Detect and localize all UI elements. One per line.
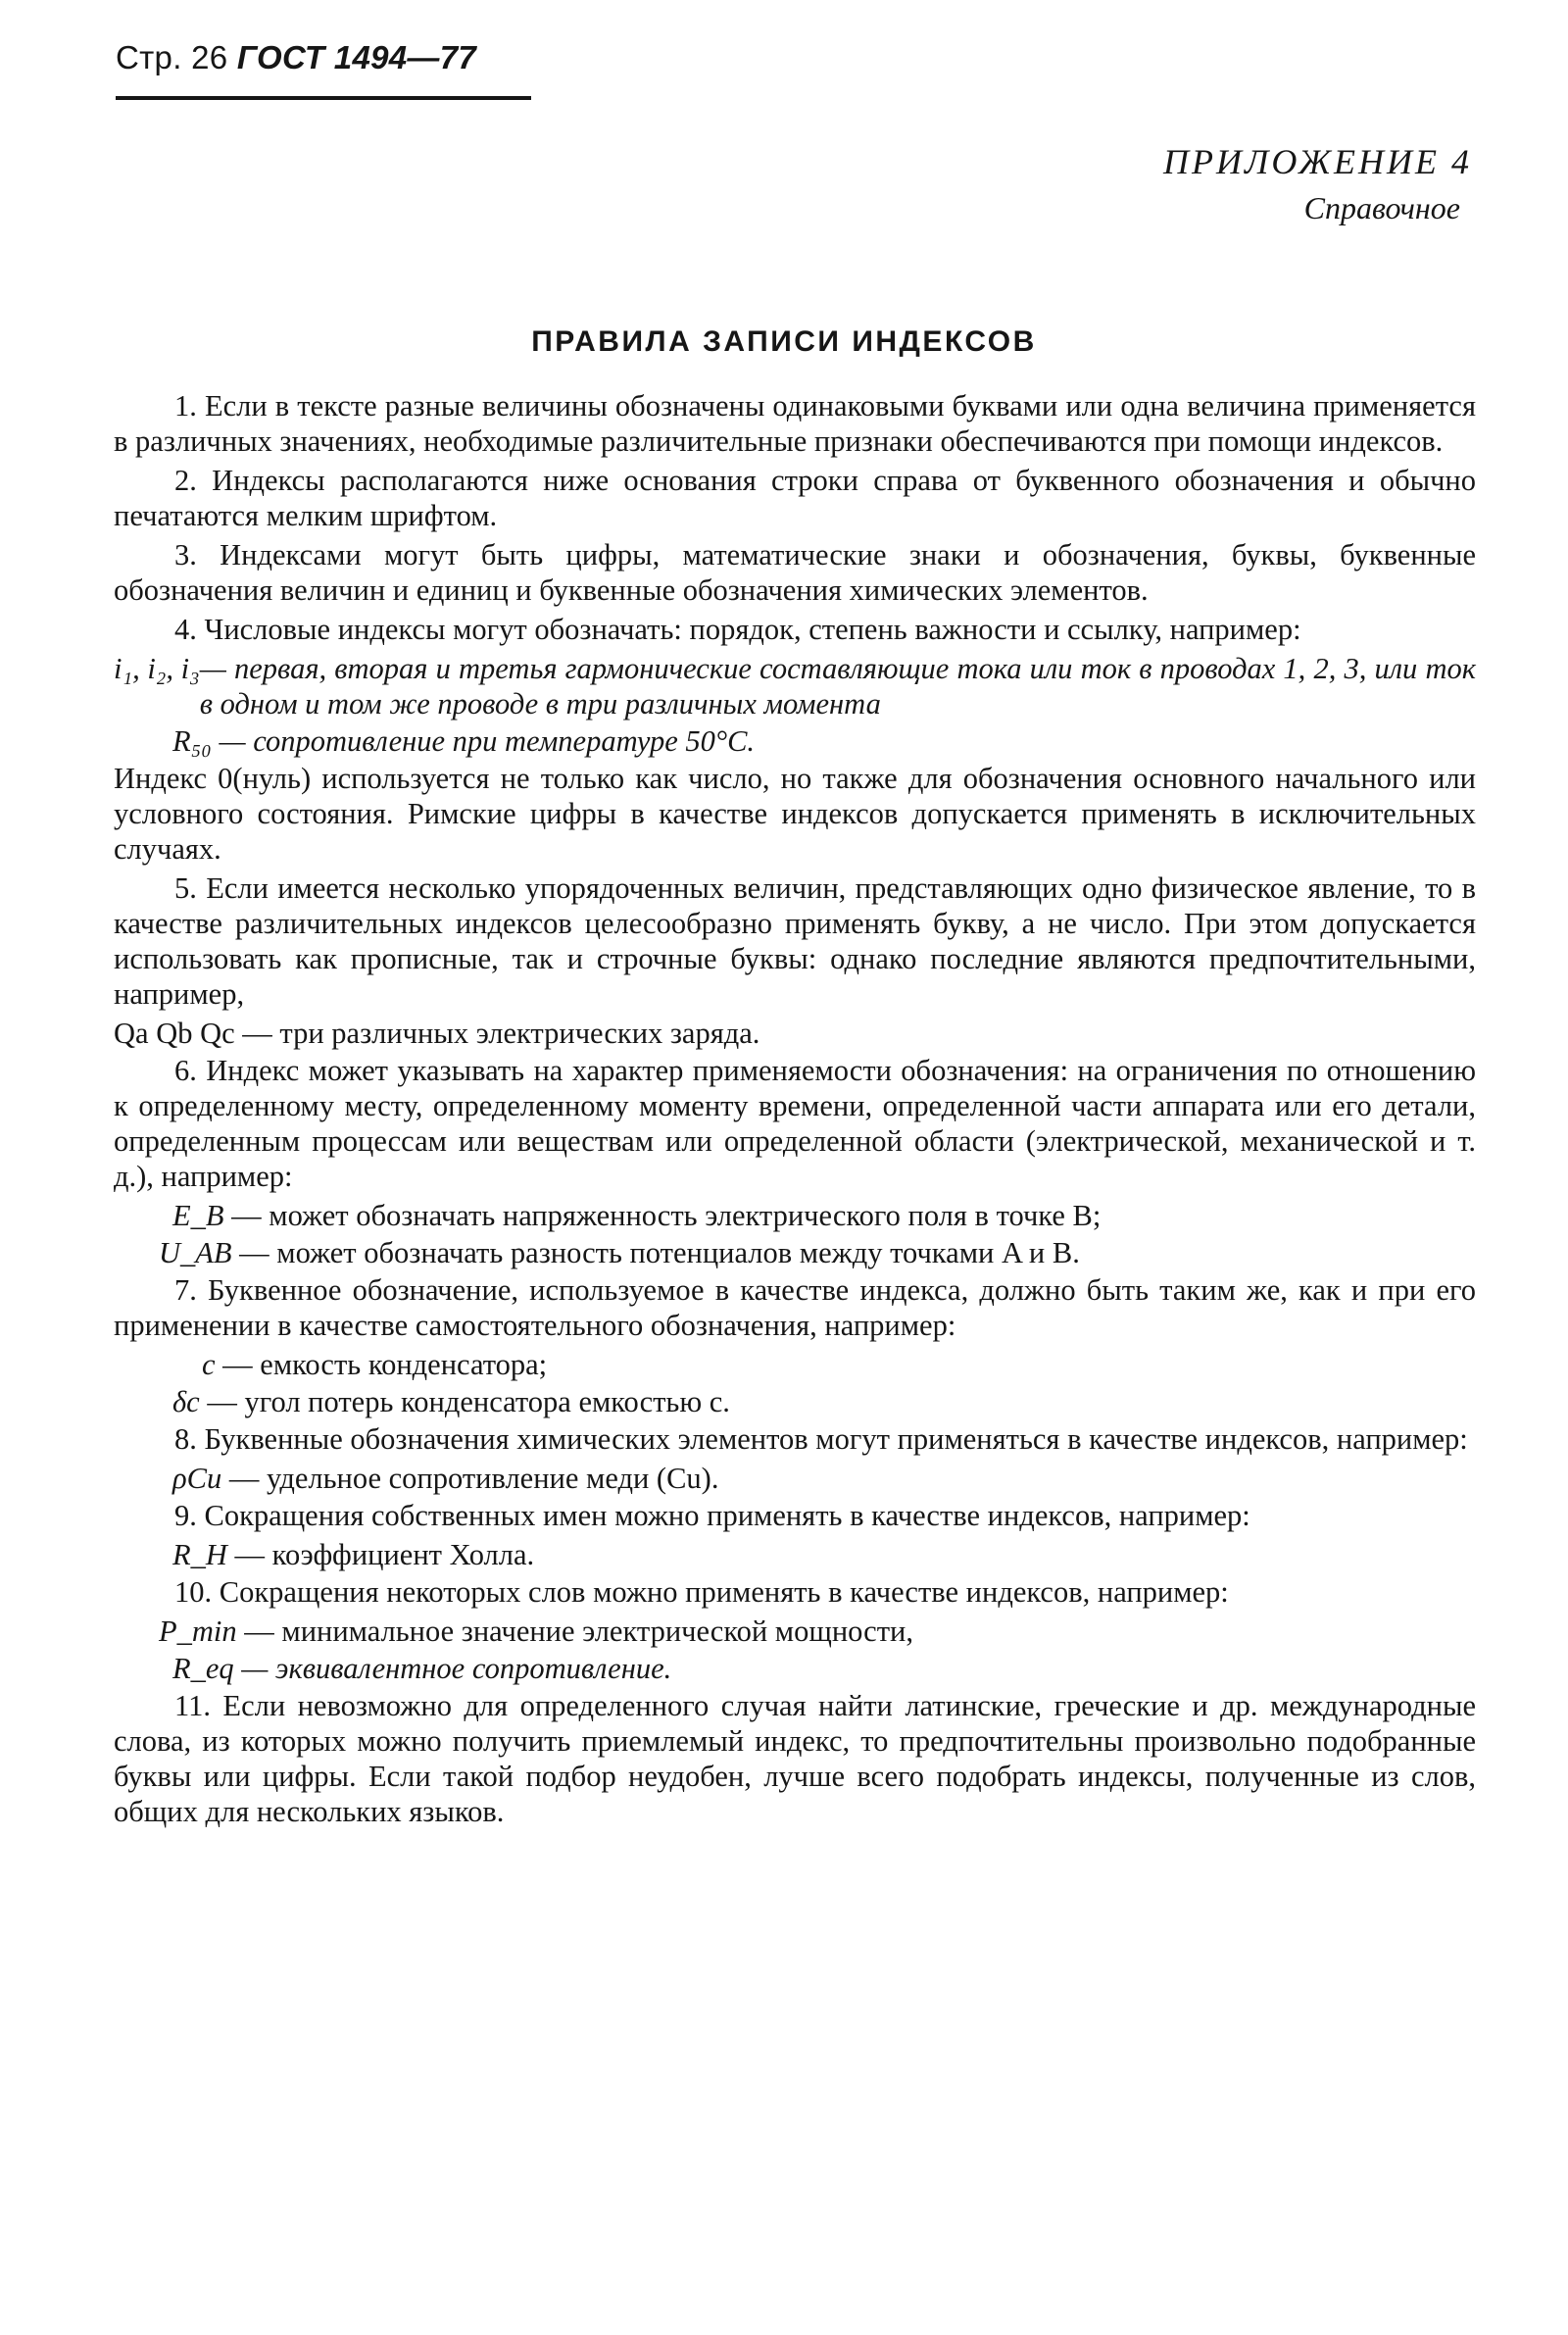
example-text: — первая, вторая и третья гармонические составляющие тока или ток в проводах 1, 2, 3, или ток в одном и том же проводе в три различных момента <box>199 652 1476 720</box>
example-symbol: c <box>202 1348 216 1381</box>
example-6b <box>114 1235 1476 1270</box>
example-text: — может обозначать разность потенциалов между точками A и B. <box>239 1236 1080 1269</box>
paragraph-1: 1. Если в тексте разные величины обозначены одинаковыми буквами или одна величина применяется в различных значениях, необходимые различительные признаки обеспечиваются при помощи индексов. <box>114 389 1476 458</box>
example-10a <box>114 1614 1476 1649</box>
example-symbol: E_B <box>172 1199 224 1232</box>
example-text: — минимальное значение электрической мощности, <box>244 1615 913 1648</box>
paragraph-5: 5. Если имеется несколько упорядоченных величин, представляющих одно физическое явление, то в качестве различительных индексов целесообразно применять букву, а не число. При этом допускается использовать как прописные, так и строчные буквы: однако последние являются предпочтительными, например, <box>114 871 1476 1011</box>
paragraph-3: 3. Индексами могут быть цифры, математические знаки и обозначения, буквы, буквенные обозначения величин и единиц и буквенные обозначения химических элементов. <box>114 538 1476 607</box>
paragraph-11: 11. Если невозможно для определенного случая найти латинские, греческие и др. международные слова, из которых можно получить приемлемый индекс, то предпочтительны произвольно подобранные буквы или цифры. Если такой подбор неудобен, лучше всего подобрать индексы, полученные из слов, общих для нескольких языков. <box>114 1689 1476 1828</box>
example-9 <box>114 1537 1476 1572</box>
example-7b <box>114 1384 1476 1419</box>
example-symbol: R_eq <box>172 1652 234 1685</box>
example-text: — угол потерь конденсатора емкостью c. <box>207 1385 730 1418</box>
example-symbol: R₅₀ <box>172 724 212 758</box>
example-symbol: δc <box>172 1385 200 1418</box>
paragraph-9: 9. Сокращения собственных имен можно применять в качестве индексов, например: <box>174 1499 1250 1532</box>
standard-number: ГОСТ 1494—77 <box>236 39 477 75</box>
appendix-subtitle: Справочное <box>1303 190 1460 225</box>
paragraph-4-continuation: Индекс 0(нуль) используется не только как число, но также для обозначения основного начального или условного состояния. Римские цифры в качестве индексов допускается применять в исключительных случаях. <box>114 762 1476 866</box>
paragraph-4: 4. Числовые индексы могут обозначать: порядок, степень важности и ссылку, например: <box>174 613 1301 646</box>
paragraph-6: 6. Индекс может указывать на характер применяемости обозначения: на ограничения по отношению к определенному месту, определенному моменту времени, определенной части аппарата или его детали, определенным процессам или веществам или определенной области (электрической, механической и т. д.), например: <box>114 1054 1476 1193</box>
example-text: — удельное сопротивление меди (Cu). <box>228 1462 719 1495</box>
example-5 <box>114 1016 1476 1051</box>
example-symbol: R_H <box>172 1538 227 1571</box>
example-text: — емкость конденсатора; <box>222 1348 548 1381</box>
example-text: — может обозначать напряженность электрического поля в точке B; <box>231 1199 1102 1232</box>
header-rule <box>116 96 531 100</box>
page-number: Стр. 26 <box>116 39 228 75</box>
example-8 <box>114 1461 1476 1496</box>
example-6a <box>114 1198 1476 1233</box>
appendix-block <box>1163 141 1472 226</box>
example-10b <box>114 1651 1476 1686</box>
paragraph-8: 8. Буквенные обозначения химических элементов могут применяться в качестве индексов, например: <box>174 1422 1468 1456</box>
example-4b <box>114 723 1476 759</box>
paragraph-7: 7. Буквенное обозначение, используемое в качестве индекса, должно быть таким же, как и при его применении в качестве самостоятельного обозначения, например: <box>114 1273 1476 1342</box>
page-title: ПРАВИЛА ЗАПИСИ ИНДЕКСОВ <box>531 325 1037 358</box>
example-symbol: ρCu <box>172 1462 222 1495</box>
example-text: — сопротивление при температуре 50°С. <box>219 724 756 758</box>
example-symbol: U_AB <box>159 1236 232 1269</box>
paragraph-10: 10. Сокращения некоторых слов можно применять в качестве индексов, например: <box>174 1575 1229 1609</box>
example-symbol: P_min <box>159 1615 237 1648</box>
appendix-title: ПРИЛОЖЕНИЕ 4 <box>1163 142 1472 181</box>
example-text: — три различных электрических заряда. <box>242 1017 760 1050</box>
example-symbol: i₁, i₂, i₃ <box>114 652 200 685</box>
page-header <box>116 39 476 76</box>
example-7a <box>114 1347 1476 1382</box>
example-text: — коэффициент Холла. <box>234 1538 535 1571</box>
paragraph-2: 2. Индексы располагаются ниже основания строки справа от буквенного обозначения и обычно печатаются мелким шрифтом. <box>114 464 1476 532</box>
document-body <box>114 388 1476 1833</box>
example-text: — эквивалентное сопротивление. <box>241 1652 672 1685</box>
example-symbol: Qa Qb Qc <box>114 1017 235 1050</box>
example-4a <box>114 651 1476 721</box>
